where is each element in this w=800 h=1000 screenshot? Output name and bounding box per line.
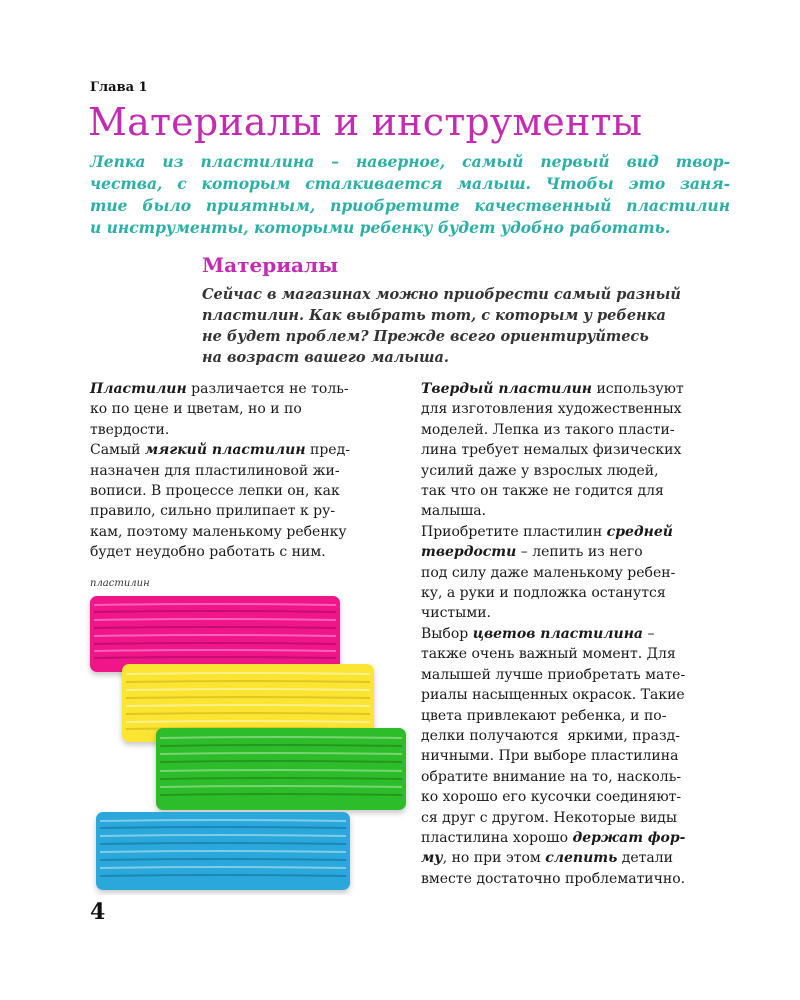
body-line <box>421 542 731 562</box>
chapter-title: Материалы и инструменты <box>88 100 643 144</box>
plasticine-bar-green <box>156 728 406 810</box>
body-line: ку, а руки и подложка останутся <box>421 585 666 602</box>
body-text: детали <box>617 850 673 867</box>
plasticine-photo <box>80 590 420 895</box>
body-line: так что он также не годится для <box>421 483 664 500</box>
body-line: малыша. <box>421 503 487 520</box>
term-hard-plasticine: Твердый пластилин <box>421 381 592 397</box>
body-line: назначен для пластилиновой жи- <box>90 462 340 479</box>
plasticine-bar-pink <box>90 596 340 672</box>
body-line <box>90 440 390 460</box>
term-soft-plasticine: мягкий пластилин <box>144 442 306 459</box>
term-hold-shape-end: му <box>421 850 443 867</box>
body-line: усилий даже у взрослых людей, <box>421 462 659 479</box>
body-text: пред- <box>305 442 350 459</box>
body-line: под силу даже маленькому ребен- <box>421 564 676 581</box>
section-title: Материалы <box>202 253 339 277</box>
body-line: твердости. <box>90 421 170 438</box>
body-line: риалы насыщенных окрасок. Такие <box>421 687 685 704</box>
right-column <box>421 379 731 889</box>
body-line: ко по цене и цветам, но и по <box>90 401 302 418</box>
section-lead-line: пластилин. Как выбрать тот, с которым у ребенка <box>202 307 666 324</box>
body-line: обратите внимание на то, насколь- <box>421 768 682 785</box>
chapter-label: Глава 1 <box>90 80 148 95</box>
body-line: вописи. В процессе лепки он, как <box>90 483 340 500</box>
body-line <box>90 379 390 399</box>
body-line: правило, сильно прилипает к ру- <box>90 503 336 520</box>
term-colors: цветов пластилина <box>472 625 643 642</box>
body-line: ко хорошо его кусочки соединяют- <box>421 789 682 806</box>
body-text: Выбор <box>421 625 473 642</box>
body-line: вместе достаточно проблематично. <box>421 870 686 887</box>
body-line: ся друг с другом. Некоторые виды <box>421 809 678 826</box>
body-text: – лепить из него <box>516 544 643 561</box>
chapter-lead-line: Лепка из пластилина – наверное, самый первый вид твор- <box>90 152 730 171</box>
body-line <box>421 379 731 399</box>
term-hardness: твердости <box>421 544 517 561</box>
body-line: будет неудобно работать с ним. <box>90 544 326 561</box>
body-line: цвета привлекают ребенка, и по- <box>421 707 667 724</box>
body-line <box>421 522 731 542</box>
chapter-lead-line: и инструменты, которыми ребенку будет удобно работать. <box>90 218 671 237</box>
term-medium: средней <box>606 523 673 540</box>
left-column <box>90 379 390 563</box>
body-text: – <box>643 625 655 642</box>
body-text: , но при этом <box>442 850 546 867</box>
body-line: ничными. При выборе пластилина <box>421 748 679 765</box>
section-lead-line: на возраст вашего малыша. <box>202 349 449 366</box>
body-text: различается не толь- <box>186 381 349 397</box>
body-line: моделей. Лепка из такого пласти- <box>421 421 675 438</box>
body-line <box>421 828 731 848</box>
body-line <box>421 848 731 868</box>
section-lead-line: не будет проблем? Прежде всего ориентируйтесь <box>202 328 649 345</box>
chapter-lead-line: тие было приятным, приобретите качественный пластилин <box>90 196 730 215</box>
body-line: для изготовления художественных <box>421 401 682 418</box>
body-text: Приобретите пластилин <box>421 523 607 540</box>
body-text: пластилина хорошо <box>421 829 573 846</box>
body-line: малышей лучше приобретать мате- <box>421 666 686 683</box>
photo-caption: пластилин <box>90 578 150 589</box>
chapter-lead <box>90 151 730 239</box>
section-lead-line: Сейчас в магазинах можно приобрести самый разный <box>202 286 681 303</box>
plasticine-bar-blue <box>96 812 350 890</box>
body-line <box>421 624 731 644</box>
section-lead <box>202 284 742 368</box>
body-line: чистыми. <box>421 605 491 622</box>
term-hold-shape: держат фор- <box>572 829 686 846</box>
body-line: лина требует немалых физических <box>421 442 682 459</box>
body-line: делки получаются яркими, празд- <box>421 727 680 744</box>
body-line: также очень важный момент. Для <box>421 646 676 663</box>
term-mold: слепить <box>545 850 618 867</box>
body-text: используют <box>592 381 684 397</box>
body-text: Самый <box>90 442 145 459</box>
chapter-lead-line: чества, с которым сталкивается малыш. Чтобы это заня- <box>90 174 730 193</box>
term-plasticine: Пластилин <box>90 381 187 397</box>
page-number: 4 <box>90 899 106 925</box>
body-line: кам, поэтому маленькому ребенку <box>90 523 347 540</box>
